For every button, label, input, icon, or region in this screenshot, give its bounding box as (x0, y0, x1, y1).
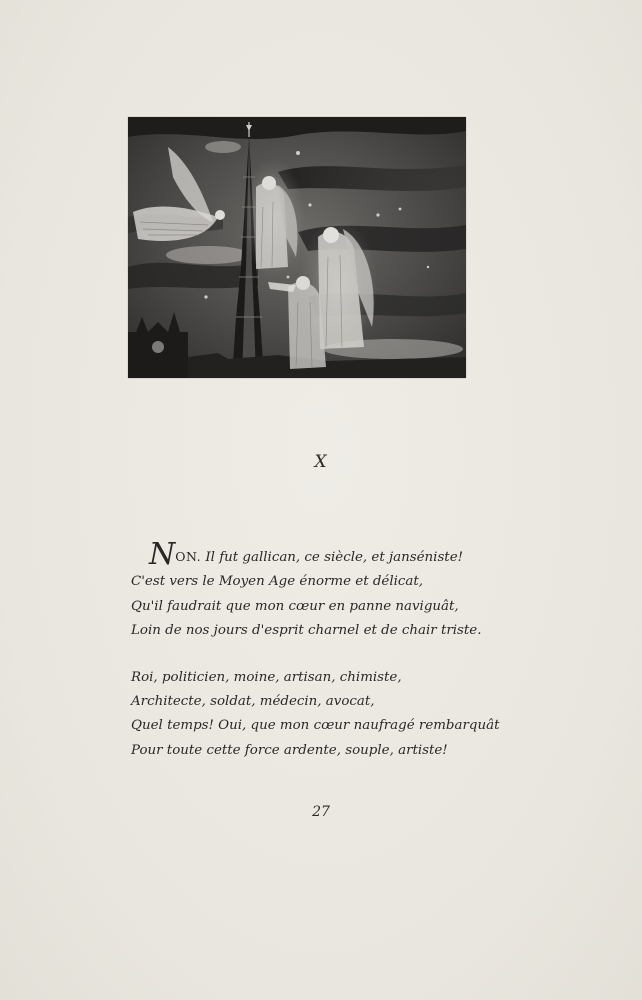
page-number: 27 (312, 804, 330, 820)
etching-illustration (128, 117, 466, 378)
poem-line-4: Loin de nos jours d'esprit charnel et de chair triste. (131, 623, 482, 639)
stanza-1 (131, 537, 551, 644)
stanza-2 (131, 666, 551, 764)
poem-line-6: Architecte, soldat, médecin, avocat, (131, 694, 375, 710)
first-line-rest: Il fut gallican, ce siècle, et janséniste! (201, 550, 463, 565)
etching-angels-cathedral-spire-icon (128, 117, 466, 378)
poem-line-8: Pour toute cette force ardente, souple, artiste! (131, 742, 448, 758)
chapter-numeral: X (314, 452, 328, 472)
poem-line-3: Qu'il faudrait que mon cœur en panne naviguât, (131, 598, 459, 614)
poem-line-5: Roi, politicien, moine, artisan, chimiste, (131, 669, 402, 685)
poem-line-7: Quel temps! Oui, que mon cœur naufragé rembarquât (131, 718, 500, 734)
small-caps-word: ON. (175, 549, 202, 564)
poem-line-1 (131, 537, 551, 572)
drop-cap: N (149, 537, 176, 572)
poem (131, 537, 551, 763)
poem-line-2: C'est vers le Moyen Age énorme et délicat, (131, 574, 424, 590)
